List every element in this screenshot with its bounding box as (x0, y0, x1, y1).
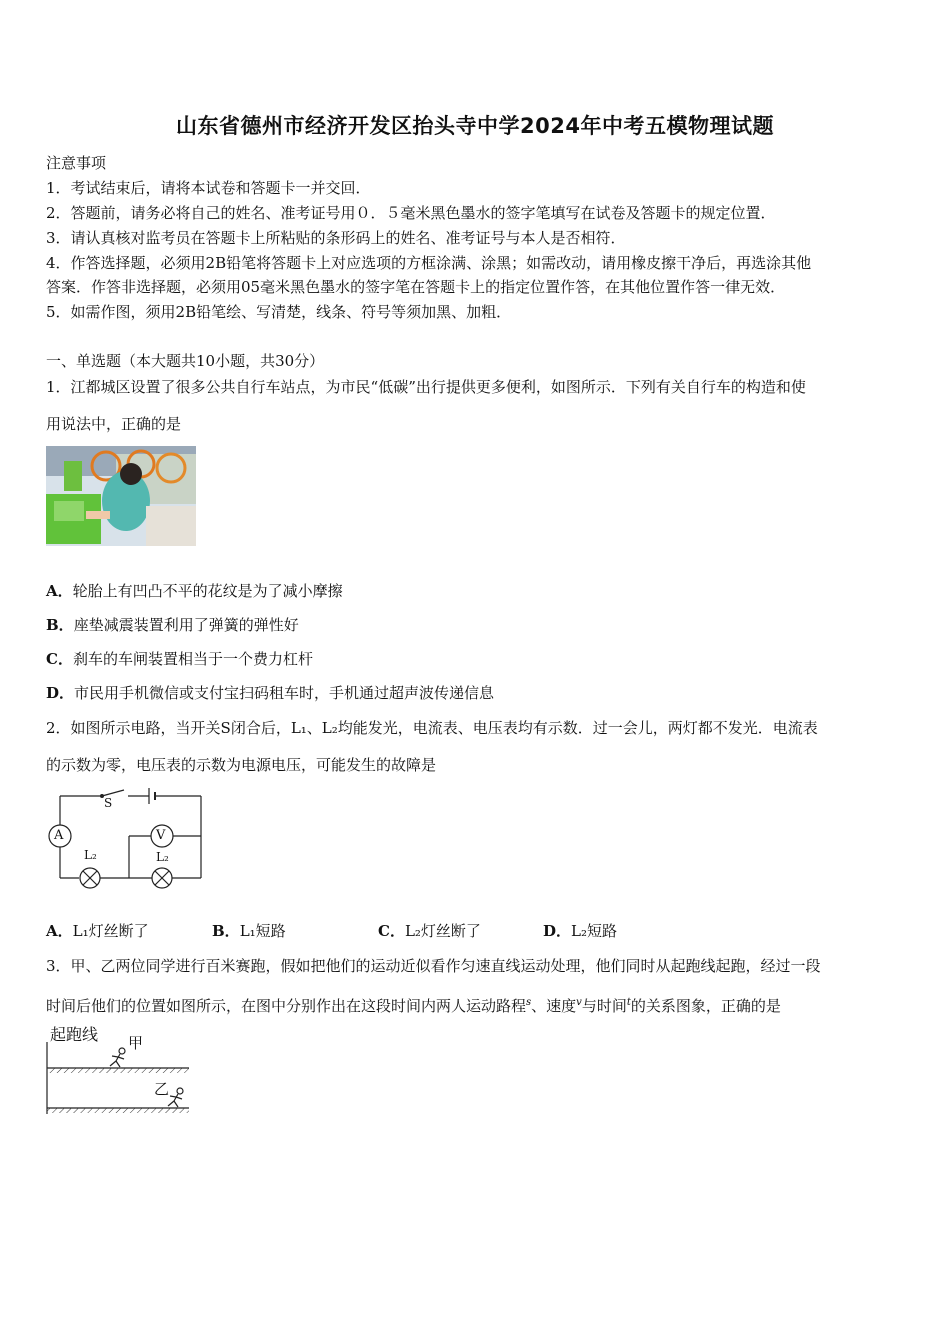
circuit-diagram (44, 784, 206, 894)
switch-label: S (104, 796, 113, 810)
q2-stem-line1: 2．如图所示电路，当开关S闭合后，L₁、L₂均能发光，电流表、电压表均有示数．过一会儿，两灯都不发光．电流表 (46, 719, 818, 737)
start-line-label: 起跑线 (50, 1025, 99, 1044)
q3-stem-part-b: 、速度 (531, 997, 577, 1015)
q1-option-b[interactable] (46, 615, 299, 635)
q2-option-c-key: C． (378, 922, 405, 940)
notice-heading: 注意事项 (46, 154, 107, 172)
q1-option-b-key: B． (46, 616, 74, 634)
q2-option-c[interactable] (378, 921, 481, 941)
race-track-figure (44, 1022, 194, 1118)
q2-option-d[interactable] (543, 921, 617, 941)
page-title: 山东省德州市经济开发区抬头寺中学2024年中考五模物理试题 (176, 114, 774, 138)
q2-option-a-key: A． (46, 922, 73, 940)
q2-option-b[interactable] (212, 921, 286, 941)
q1-option-a-text: 轮胎上有凹凸不平的花纹是为了减小摩擦 (72, 582, 343, 600)
notice-item: 答案．作答非选择题，必须用05毫米黑色墨水的签字笔在答题卡上的指定位置作答，在其他位置作答一律无效． (46, 278, 786, 296)
ammeter-label: A (54, 828, 64, 843)
q2-option-a-text: L₁灯丝断了 (72, 922, 149, 940)
notice-item: 5．如需作图，须用2B铅笔绘、写清楚，线条、符号等须加黑、加粗． (46, 303, 512, 321)
bike-station-photo (46, 446, 196, 546)
var-s: s (526, 997, 532, 1008)
q3-stem-line2 (46, 993, 916, 1016)
q1-option-b-text: 座垫减震装置利用了弹簧的弹性好 (73, 616, 299, 634)
notice-item: 1．考试结束后，请将本试卷和答题卡一并交回． (46, 179, 371, 197)
notice-item: 4．作答选择题，必须用2B铅笔将答题卡上对应选项的方框涂满、涂黑；如需改动，请用橡皮擦干净后，再选涂其他 (46, 254, 812, 272)
lamp2-label: L₂ (156, 850, 169, 864)
q1-stem-line2: 用说法中，正确的是 (46, 415, 182, 433)
q1-stem-line1: 1．江都城区设置了很多公共自行车站点，为市民“低碳”出行提供更多便利，如图所示．下列有关自行车的构造和使 (46, 378, 806, 396)
q2-option-b-text: L₁短路 (239, 922, 286, 940)
q1-option-a-key: A． (46, 582, 73, 600)
q1-option-d-key: D． (46, 684, 75, 702)
q1-option-c[interactable] (46, 649, 313, 669)
q2-option-c-text: L₂灯丝断了 (404, 922, 481, 940)
lamp1-label: L₂ (84, 848, 97, 862)
notice-item: 2．答题前，请务必将自己的姓名、准考证号用０．５毫米黑色墨水的签字笔填写在试卷及答题卡的规定位置． (46, 204, 776, 222)
q1-option-c-text: 刹车的车闸装置相当于一个费力杠杆 (72, 650, 313, 668)
section-heading: 一、单选题（本大题共10小题，共30分） (46, 352, 325, 370)
q2-option-d-key: D． (543, 922, 572, 940)
q3-stem-line1: 3．甲、乙两位同学进行百米赛跑，假如把他们的运动近似看作匀速直线运动处理，他们同时从起跑线起跑，经过一段 (46, 957, 821, 975)
q2-stem-line2: 的示数为零，电压表的示数为电源电压，可能发生的故障是 (46, 756, 437, 774)
runner-yi-label: 乙 (154, 1080, 170, 1098)
q3-stem-part-c: 与时间 (581, 997, 627, 1015)
q2-option-d-text: L₂短路 (571, 922, 617, 940)
q2-option-b-key: B． (212, 922, 240, 940)
q2-option-a[interactable] (46, 921, 149, 941)
q3-stem-part-a: 时间后他们的位置如图所示，在图中分别作出在这段时间内两人运动路程 (46, 997, 527, 1015)
q1-option-d[interactable] (46, 683, 494, 703)
var-t: t (626, 997, 631, 1008)
q1-option-c-key: C． (46, 650, 73, 668)
q1-option-a[interactable] (46, 581, 343, 601)
q3-stem-part-d: 的关系图象，正确的是 (630, 997, 781, 1015)
voltmeter-label: V (156, 828, 166, 843)
notice-item: 3．请认真核对监考员在答题卡上所粘贴的条形码上的姓名、准考证号与本人是否相符． (46, 229, 626, 247)
runner-jia-label: 甲 (128, 1034, 144, 1052)
var-v: v (576, 997, 582, 1008)
q1-option-d-text: 市民用手机微信或支付宝扫码租车时，手机通过超声波传递信息 (74, 684, 495, 702)
